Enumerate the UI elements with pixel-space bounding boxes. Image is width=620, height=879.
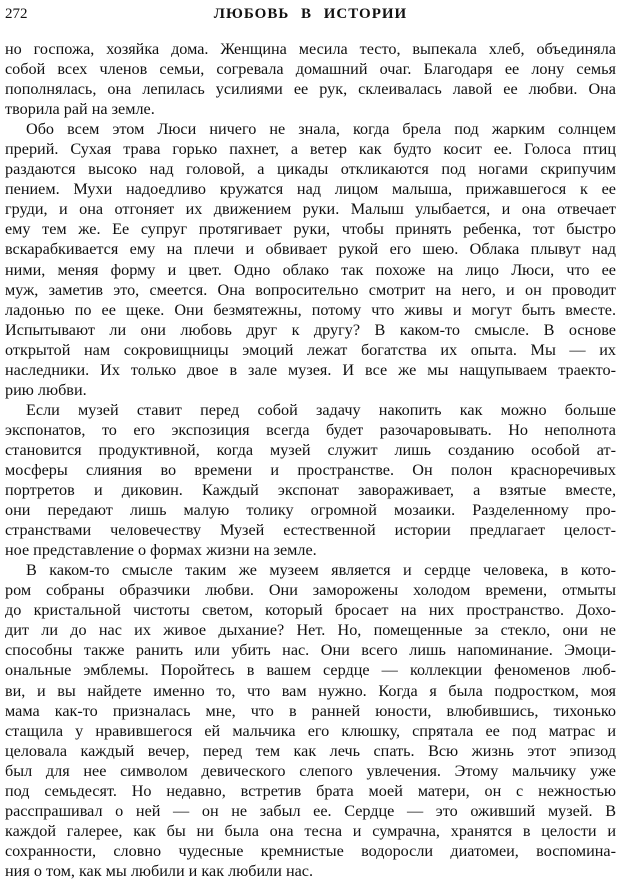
text-line: дит ли до нас их живое дыхание? Нет. Но, помещенные за стекло, они не xyxy=(5,621,616,640)
text-line: становится продуктивной, когда музей служит лишь созданию особой ат- xyxy=(5,440,616,459)
paragraph xyxy=(5,39,616,119)
paragraph xyxy=(5,560,616,879)
text-line: ром собраны образчики любви. Они заморожены холодом времени, отмыты xyxy=(5,581,616,600)
paragraph xyxy=(5,400,616,560)
text-line: портретов и диковин. Каждый экспонат завораживает, а взятые вместе, xyxy=(5,481,616,500)
page-header xyxy=(5,6,616,22)
text-line: В каком-то смысле таким же музеем является и сердце человека, в кото- xyxy=(26,561,616,580)
text-line: странствами человечеству Музей естественной истории предлагает целост- xyxy=(5,521,616,540)
text-line: ви, и вы найдете именно то, что вам нужно. Когда я была подростком, моя xyxy=(5,681,616,700)
text-line: раздаются высоко над головой, а цикады откликаются под ногами скрипучим xyxy=(5,160,616,179)
text-line: ладонью по ее щеке. Они безмятежны, потому что живы и могут быть вместе. xyxy=(5,300,616,319)
text-line: под семьдесят. Но недавно, встретив брата моей матери, он с нежностью xyxy=(5,781,616,800)
text-line: Испытывают ли они любовь друг к другу? В каком-то смысле. В основе xyxy=(5,320,616,339)
text-line: но госпожа, хозяйка дома. Женщина месила тесто, выпекала хлеб, объединяла xyxy=(5,40,616,58)
text-line: каждой галерее, как бы ни была она тесна и сумрачна, хранятся в целости и xyxy=(5,821,616,840)
page-number: 272 xyxy=(5,6,28,22)
text-line: груди, и она отгоняет их движением руки. Малыш улыбается, и она отвечает xyxy=(5,200,616,219)
text-line: Если музей ставит перед собой задачу накопить как можно больше xyxy=(26,400,616,419)
text-line: пополнялась, она лепилась усилиями ее рук, склеивалась лавой ее любви. Она xyxy=(5,80,616,99)
text-line: расспрашивал о ней — он не забыл ее. Сердце — это оживший музей. В xyxy=(5,801,616,820)
text-line: целовала каждый вечер, перед тем как лечь спать. Всю жизнь этот эпизод xyxy=(5,741,616,760)
text-line: собой всех членов семьи, согревала домашний очаг. Благодаря ее лону семья xyxy=(5,60,616,79)
text-line: наследники. Их только двое в зале музея. И все же мы нащупываем траекто- xyxy=(5,360,616,379)
text-line: экспонатов, то его экспозиция всегда будет разочаровывать. Но неполнота xyxy=(5,420,616,439)
paragraph xyxy=(5,119,616,400)
text-line: открытой нам сокровищницы эмоций лежат богатства их опыта. Мы — их xyxy=(5,340,616,359)
text-line: ния о том, как мы любили и как любили нас. xyxy=(5,861,314,879)
running-title: ЛЮБОВЬ В ИСТОРИИ xyxy=(213,6,408,22)
text-line: мосферы слияния во времени и пространстве. Он полон красноречивых xyxy=(5,460,616,479)
text-line: пением. Мухи надоедливо кружатся над лицом малыша, прижавшегося к ее xyxy=(5,180,616,199)
text-line: до кристальной чистоты светом, который бросает на них пространство. Дохо- xyxy=(5,601,616,620)
text-line: прерий. Сухая трава горько пахнет, а ветер как будто косит ее. Голоса птиц xyxy=(5,140,616,159)
text-column xyxy=(5,39,616,879)
text-line: стащила у нравившегося ей мальчика его клюшку, спрятала ее под матрас и xyxy=(5,721,616,740)
text-line: они передают лишь малую толику огромной мозаики. Разделенному про- xyxy=(5,501,616,520)
text-line: ними, меняя форму и цвет. Одно облако так похоже на лицо Люси, что ее xyxy=(5,260,616,279)
text-line: ему тем же. Ее супруг протягивает руки, чтобы принять ребенка, тот быстро xyxy=(5,220,616,239)
text-line: ное представление о формах жизни на земле. xyxy=(5,541,317,560)
text-line: мама как-то призналась мне, что в ранней юности, влюбившись, тихонько xyxy=(5,701,616,720)
text-line: ональные эмблемы. Поройтесь в вашем сердце — коллекции феноменов люб- xyxy=(5,661,616,680)
text-line: Обо всем этом Люси ничего не знала, когда брела под жарким солнцем xyxy=(26,120,616,139)
text-line: способны также ранить или убить нас. Они всего лишь напоминание. Эмоци- xyxy=(5,641,616,660)
text-line: творила рай на земле. xyxy=(5,100,155,119)
text-line: вскарабкивается ему на плечи и обвивает рукой его шею. Облака плывут над xyxy=(5,240,616,259)
text-line: был для нее символом девического слепого увлечения. Этому мальчику уже xyxy=(5,761,616,780)
text-line: рию любви. xyxy=(5,380,87,399)
text-line: сохранности, словно чудесные кремнистые водоросли диатомеи, воспомина- xyxy=(5,841,616,860)
text-line: муж, заметив это, смеется. Она вопросительно смотрит на него, и он проводит xyxy=(5,280,616,299)
